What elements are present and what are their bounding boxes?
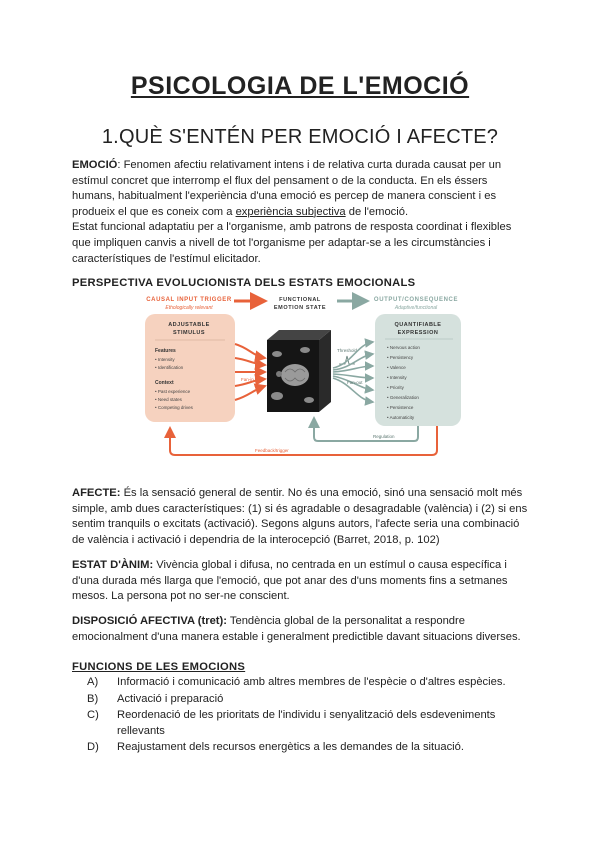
afecte-term: AFECTE: (72, 487, 121, 499)
threshold-label: Threshold (337, 348, 358, 353)
feature-item: • Identification (155, 365, 184, 370)
disposicio-text: Tendència global de la personalitat a respondre emocionalment d'una manera estable i generalment predictible davant situacions diverses. (72, 615, 521, 643)
animal-icon (300, 347, 310, 353)
emocio-estat-funcional: Estat funcional adaptatiu per a l'organisme, amb patrons de resposta coordinat i flexibles que impliquen canvis a nivell de tot l'organisme per adaptar-se a les circumstàncies i característiques de l'estímul elicitador. (72, 221, 512, 265)
disposicio-definition (72, 614, 532, 645)
quant-item: • Nervous action (387, 345, 420, 350)
funcions-list (72, 675, 522, 757)
animal-icon (276, 371, 282, 377)
features-label: Features (155, 348, 176, 354)
list-item (72, 740, 522, 756)
fan-out-label: Fan-out (347, 380, 363, 385)
experiencia-subjectiva-link: experiència subjectiva (235, 205, 346, 218)
quant-item: • Generalization (387, 395, 419, 400)
emocio-text: : Fenomen afectiu relativament intens i de relativa curta durada causat per un estímul concret que interromp el flux del pensament o de la conducta. En els éssers humans, habitualment l'experiència d'una emoció es percep de manera conscient i es produeix el que es coneix com a (72, 159, 502, 218)
feature-item: • Intensity (155, 357, 175, 362)
emotion-state-label: EMOTION STATE (273, 305, 327, 311)
animal-icon (271, 392, 283, 400)
quant-item: • Persistency (387, 355, 414, 360)
disposicio-term: DISPOSICIÓ AFECTIVA (tret): (72, 615, 227, 627)
list-text: Reordenació de les prioritats de l'individu i senyalització dels esdeveniments rellevants (117, 709, 496, 737)
emocio-definition (72, 158, 532, 267)
animal-icon (272, 351, 282, 357)
brain-icon (281, 364, 309, 386)
list-item (72, 708, 522, 739)
estat-text: Vivència global i difusa, no centrada en un estímul o causa específica i d'una durada més llarga que l'emoció, que pot anar des d'uns moments fins a setmanes mesos. La persona pot no ser-ne conscient. (72, 559, 508, 603)
list-marker: C) (87, 709, 99, 722)
feedback-label: Feedback/trigger (255, 448, 289, 453)
quant-item: • Intensity (387, 375, 407, 380)
animal-icon (304, 397, 314, 403)
emocio-term: EMOCIÓ (72, 159, 118, 171)
document-title: PSICOLOGIA DE L'EMOCIÓ (130, 72, 470, 100)
adjustable-label: ADJUSTABLE (168, 322, 210, 328)
fan-in-arrow (235, 344, 265, 358)
list-marker: D) (87, 741, 99, 754)
context-label: Context (155, 380, 174, 386)
context-item: • Past experience (155, 389, 191, 394)
stimulus-label: STIMULUS (172, 330, 206, 336)
context-item: • Need states (155, 397, 182, 402)
fan-in-arrow (235, 358, 265, 365)
list-text: Reajustament dels recursos energètics a les demandes de la situació. (117, 741, 464, 754)
expression-label: EXPRESSION (397, 330, 439, 336)
list-text: Activació i preparació (117, 692, 224, 705)
emocio-text-end: de l'emoció. (345, 205, 409, 218)
list-item (72, 692, 522, 708)
section-title: 1.QUÈ S'ENTÉN PER EMOCIÓ I AFECTE? (101, 126, 499, 148)
cube-side (319, 330, 331, 412)
context-item: • Competing drives (155, 405, 193, 410)
regulation-label: Regulation (373, 434, 395, 439)
list-marker: B) (87, 692, 99, 705)
quant-item: • Automaticity (387, 415, 415, 420)
quant-item: • Priority (387, 385, 404, 390)
perspectiva-heading: PERSPECTIVA EVOLUCIONISTA DELS ESTATS EMOCIONALS (72, 277, 416, 289)
list-item (72, 675, 522, 691)
list-marker: A) (87, 676, 99, 688)
fan-in-arrow (235, 386, 265, 400)
emotion-state-diagram (137, 292, 467, 460)
causal-input-label: CAUSAL INPUT TRIGGER (146, 297, 232, 303)
estat-definition (72, 558, 532, 605)
afecte-text: És la sensació general de sentir. No és una emoció, sinó una sensació molt més simple, amb dues característiques: (1) si és agradable o desagradable (valència) i (2) si ens sentim tranquils o excitats (activació). Segons alguns autors, l'afecte seria una combinació de valència i activació i dependria de la interocepció (Barret, 2018, p. 102) (72, 487, 528, 546)
causal-input-sub: Ethologically relevant (165, 305, 213, 311)
fan-in-label: Fan-in (241, 377, 254, 382)
estat-term: ESTAT D'ÀNIM: (72, 559, 154, 571)
quantifiable-label: QUANTIFIABLE (394, 322, 442, 328)
quant-item: • Persistence (387, 405, 414, 410)
quant-item: • Valence (387, 365, 406, 370)
functional-label: FUNCTIONAL (279, 297, 321, 303)
funcions-heading: FUNCIONS DE LES EMOCIONS (72, 661, 246, 673)
output-label: OUTPUT/CONSEQUENCE (373, 297, 459, 303)
list-text: Informació i comunicació amb altres membres de l'espècie o d'altres espècies. (117, 676, 506, 688)
output-sub: Adaptive/functional (394, 305, 438, 311)
afecte-definition (72, 486, 532, 548)
